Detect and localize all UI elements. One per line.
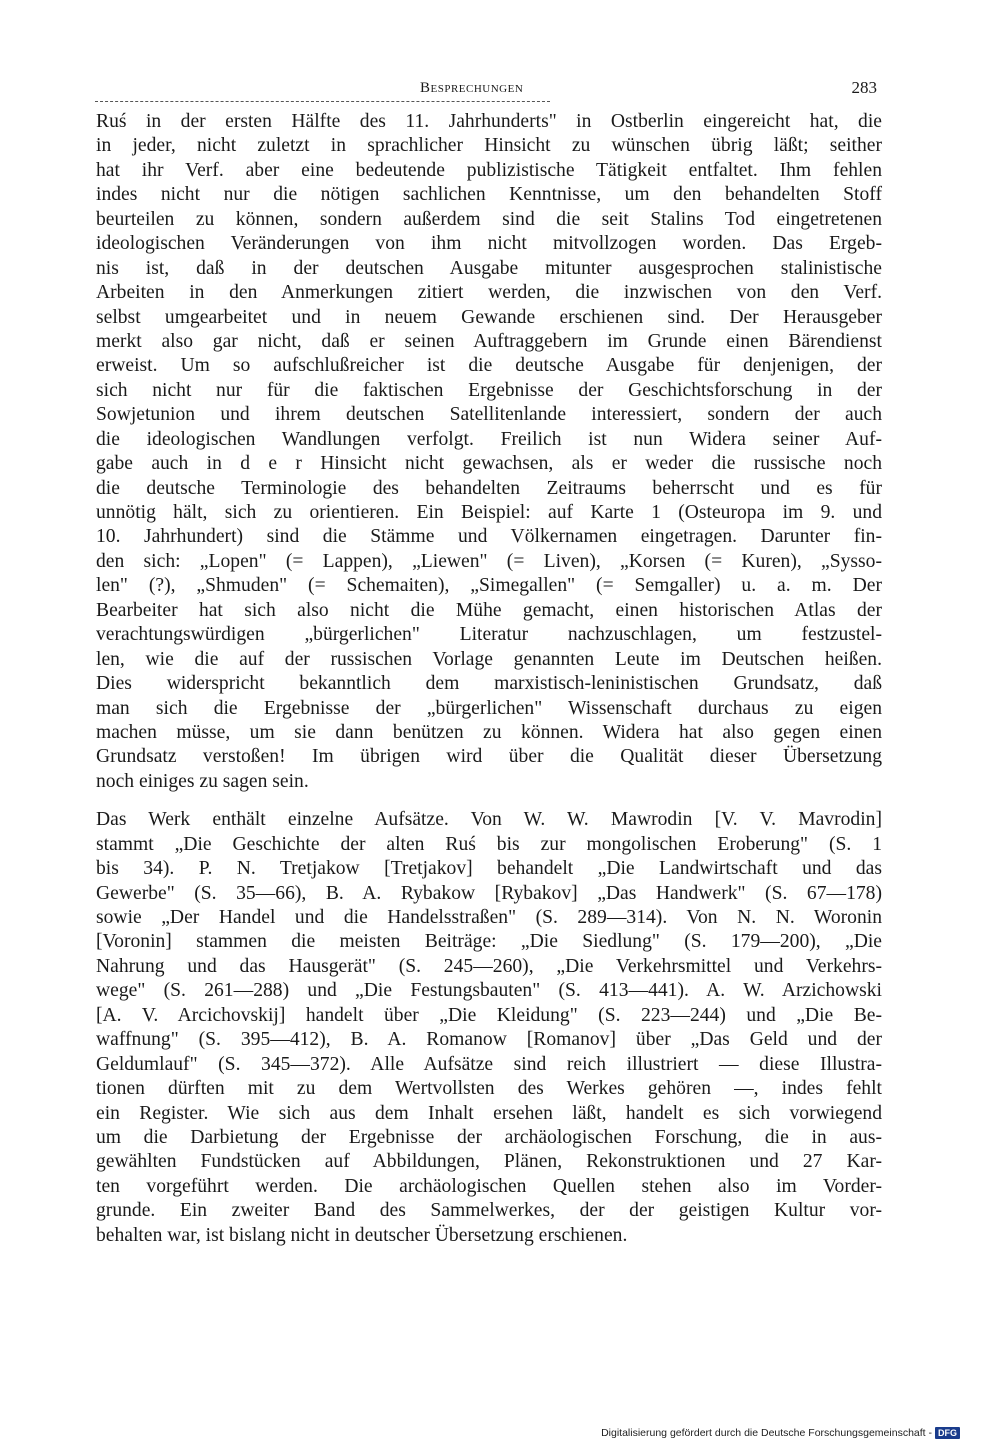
- text-line: Grundsatz verstoßen! Im übrigen wird über die Qualität dieser Übersetzung: [96, 746, 882, 768]
- text-line: ideologischen Veränderungen von ihm nicht mitvollzogen worden. Das Ergeb-: [96, 233, 882, 255]
- text-line: sich nicht nur für die faktischen Ergebnisse der Geschichtsforschung in der: [96, 379, 882, 401]
- text-line: nis ist, daß in der deutschen Ausgabe mitunter ausgesprochen stalinistische: [96, 257, 882, 279]
- text-line: len" (?), „Shmuden" (= Schemaiten), „Simegallen" (= Semgaller) u. a. m. Der: [96, 575, 882, 597]
- running-head-title: Besprechungen: [420, 80, 524, 96]
- text-line: Geldumlauf" (S. 345—372). Alle Aufsätze sind reich illustriert — diese Illustra-: [96, 1053, 882, 1075]
- text-line: Arbeiten in den Anmerkungen zitiert werden, die inzwischen von den Verf.: [96, 282, 882, 304]
- text-line: stammt „Die Geschichte der alten Ruś bis zur mongolischen Eroberung" (S. 1: [96, 833, 882, 855]
- header-rule: [95, 101, 550, 102]
- text-line: verachtungswürdigen „bürgerlichen" Literatur nachzuschlagen, um festzustel-: [96, 624, 882, 646]
- digitization-credit: [601, 1427, 960, 1439]
- text-line: Nahrung und das Hausgerät" (S. 245—260), „Die Verkehrsmittel und Verkehrs-: [96, 955, 882, 977]
- text-line: ten vorgeführt werden. Die archäologischen Quellen stehen also im Vorder-: [96, 1175, 882, 1197]
- text-line: 10. Jahrhundert) sind die Stämme und Völkernamen eingetragen. Darunter fin-: [96, 526, 882, 548]
- text-line: sowie „Der Handel und die Handelsstraßen" (S. 289—314). Von N. N. Woronin: [96, 907, 882, 928]
- text-line: grunde. Ein zweiter Band des Sammelwerkes, der der geistigen Kultur vor-: [96, 1200, 882, 1222]
- text-line: wege" (S. 261—288) und „Die Festungsbauten" (S. 413—441). A. W. Arzichowski: [96, 980, 882, 1002]
- dfg-logo: DFG: [935, 1427, 960, 1439]
- text-line: Bearbeiter hat sich also nicht die Mühe gemacht, einen historischen Atlas der: [96, 599, 882, 621]
- text-line: beurteilen zu können, sondern außerdem sind die seit Stalins Tod eingetretenen: [96, 208, 882, 230]
- text-line: unnötig hält, sich zu orientieren. Ein Beispiel: auf Karte 1 (Osteuropa im 9. und: [96, 502, 882, 523]
- paragraph: [96, 110, 882, 794]
- text-line: erweist. Um so aufschlußreicher ist die deutsche Ausgabe für denjenigen, der: [96, 355, 882, 377]
- article-body: [96, 110, 882, 1248]
- paragraph-gap: [96, 794, 882, 808]
- text-line: waffnung" (S. 395—412), B. A. Romanow [Romanov] über „Das Geld und der: [96, 1029, 882, 1051]
- text-line: indes nicht nur die nötigen sachlichen Kenntnisse, um den behandelten Stoff: [96, 184, 882, 206]
- text-line: Gewerbe" (S. 35—66), B. A. Rybakow [Rybakov] „Das Handwerk" (S. 67—178): [96, 882, 882, 904]
- text-line: machen müsse, um sie dann benützen zu können. Widera hat also gegen einen: [96, 721, 882, 743]
- text-line: selbst umgearbeitet und in neuem Gewande erschienen sind. Der Herausgeber: [96, 306, 882, 328]
- text-line: Dies widerspricht bekanntlich dem marxistisch-leninistischen Grundsatz, daß: [96, 673, 882, 695]
- text-line: noch einiges zu sagen sein.: [96, 770, 309, 792]
- text-line: den sich: „Lopen" (= Lappen), „Liewen" (= Liven), „Korsen (= Kuren), „Sysso-: [96, 550, 882, 572]
- text-line: hat ihr Verf. aber eine bedeutende publizistische Tätigkeit entfaltet. Ihm fehlen: [96, 159, 882, 181]
- digitization-credit-text: Digitalisierung gefördert durch die Deutsche Forschungsgemeinschaft -: [601, 1427, 932, 1439]
- text-line: [Voronin] stammen die meisten Beiträge: „Die Siedlung" (S. 179—200), „Die: [96, 931, 882, 953]
- text-line: [A. V. Arcichovskij] handelt über „Die Kleidung" (S. 223—244) und „Die Be-: [96, 1004, 882, 1026]
- page-number: 283: [851, 78, 877, 97]
- text-line: len, wie die auf der russischen Vorlage genannten Leute im Deutschen heißen.: [96, 648, 882, 670]
- text-line: gabe auch in d e r Hinsicht nicht gewachsen, als er weder die russische noch: [96, 453, 882, 475]
- text-line: gewählten Fundstücken auf Abbildungen, Plänen, Rekonstruktionen und 27 Kar-: [96, 1151, 882, 1173]
- text-line: merkt also gar nicht, daß er seinen Auftraggebern im Grunde einen Bärendienst: [96, 330, 882, 352]
- text-line: in jeder, nicht zuletzt in sprachlicher Hinsicht zu wünschen übrig läßt; seither: [96, 135, 882, 157]
- paragraph: [96, 808, 882, 1248]
- running-header: [95, 78, 885, 100]
- text-line: um die Darbietung der Ergebnisse der archäologischen Forschung, die in aus-: [96, 1126, 882, 1148]
- text-line: Ruś in der ersten Hälfte des 11. Jahrhunderts" in Ostberlin eingereicht hat, die: [96, 111, 882, 132]
- text-line: tionen dürften mit zu dem Wertvollsten des Werkes gehören —, indes fehlt: [96, 1078, 882, 1100]
- text-line: man sich die Ergebnisse der „bürgerlichen" Wissenschaft durchaus zu eigen: [96, 697, 882, 719]
- text-line: die ideologischen Wandlungen verfolgt. Freilich ist nun Widera seiner Auf-: [96, 428, 882, 450]
- text-line: bis 34). P. N. Tretjakow [Tretjakov] behandelt „Die Landwirtschaft und das: [96, 858, 882, 880]
- text-line: ein Register. Wie sich aus dem Inhalt ersehen läßt, handelt es sich vorwiegend: [96, 1102, 882, 1124]
- text-line: behalten war, ist bislang nicht in deutscher Übersetzung erschienen.: [96, 1224, 628, 1246]
- text-line: Das Werk enthält einzelne Aufsätze. Von W. W. Mawrodin [V. V. Mavrodin]: [96, 809, 882, 831]
- text-line: Sowjetunion und ihrem deutschen Satellitenlande interessiert, sondern der auch: [96, 404, 882, 426]
- text-line: die deutsche Terminologie des behandelten Zeitraums beherrscht und es für: [96, 477, 882, 499]
